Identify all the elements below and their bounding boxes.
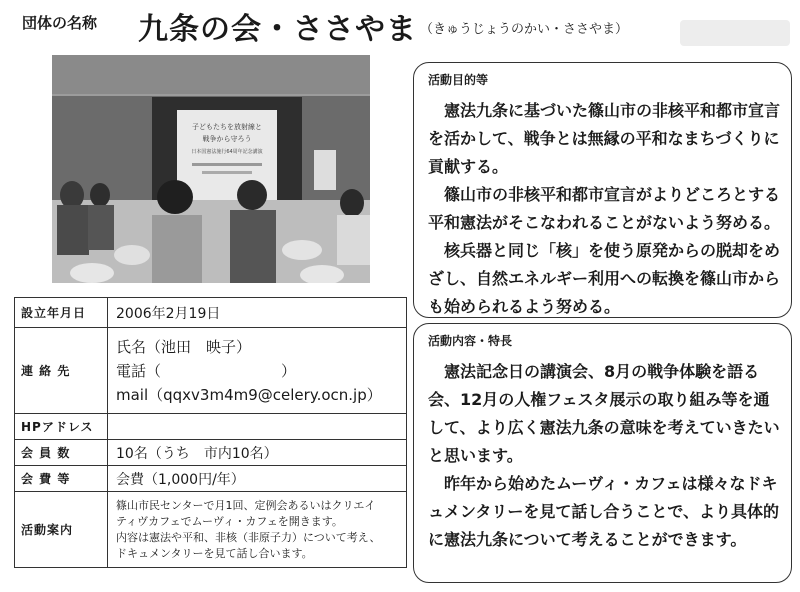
members-value: 10名（うち 市内10名） <box>108 440 407 466</box>
org-name-label: 団体の名称 <box>22 14 98 32</box>
activity-line: 篠山市民センターで月1回、定例会あるいはクリエイ <box>116 498 376 512</box>
content-body <box>428 358 781 554</box>
org-name: 九条の会・ささやま <box>138 12 417 47</box>
members-label: 会 員 数 <box>15 440 108 466</box>
hp-row <box>15 414 407 440</box>
activity-line: ドキュメンタリーを見て話し合います。 <box>116 546 313 560</box>
activity-line: 内容は憲法や平和、非核（非原子力）について考え、 <box>116 530 381 544</box>
content-paragraph: 憲法記念日の講演会、8月の戦争体験を語る会、12月の人権フェスタ展示の取り組み等を通して、より広く憲法九条の意味を考えていきたいと思います。 <box>428 362 780 465</box>
contact-label: 連 絡 先 <box>15 328 108 414</box>
founded-value: 2006年2月19日 <box>108 298 407 328</box>
contact-mail: mail（qqxv3m4m9@celery.ocn.jp） <box>116 385 382 404</box>
fee-row <box>15 466 407 492</box>
content-box <box>413 323 792 583</box>
purpose-paragraph: 憲法九条に基づいた篠山市の非核平和都市宣言を活かして、戦争とは無縁の平和なまちづくりに貢献する。 <box>428 101 781 176</box>
contact-row <box>15 328 407 414</box>
activity-line: ティヴカフェでムーヴィ・カフェを開きます。 <box>116 514 343 528</box>
members-row <box>15 440 407 466</box>
slide-line-3: 日本国憲法施行64周年記念講演 <box>191 149 263 155</box>
founded-row <box>15 298 407 328</box>
contact-name: 氏名（池田 映子） <box>116 337 252 356</box>
purpose-paragraph: 篠山市の非核平和都市宣言がよりどころとする平和憲法がそこなわれることがないよう努める。 <box>428 185 781 232</box>
slide-line-2: 戦争から守ろう <box>202 135 252 143</box>
event-photo-illustration <box>52 55 370 283</box>
hp-value <box>108 414 407 440</box>
purpose-box <box>413 62 792 318</box>
fee-value: 会費（1,000円/年） <box>108 466 407 492</box>
activity-cell <box>108 492 407 568</box>
org-name-reading: （きゅうじょうのかい・ささやま） <box>420 22 629 37</box>
activity-row <box>15 492 407 568</box>
activity-label: 活動案内 <box>15 492 108 568</box>
contact-phone: 電話（ ） <box>116 361 297 380</box>
contact-cell <box>108 328 407 414</box>
purpose-body <box>428 97 781 321</box>
slide-line-1: 子どもたちを放射線と <box>192 123 262 131</box>
content-paragraph: 昨年から始めたムーヴィ・カフェは様々なドキュメンタリーを見て話し合うことで、より具体的に憲法九条について考えることができます。 <box>428 474 780 549</box>
corner-tag <box>680 20 790 46</box>
hp-label: HPアドレス <box>15 414 108 440</box>
org-info-table <box>14 297 407 568</box>
content-title: 活動内容・特長 <box>428 334 513 348</box>
founded-label: 設立年月日 <box>15 298 108 328</box>
event-photo <box>52 55 370 283</box>
purpose-paragraph: 核兵器と同じ「核」を使う原発からの脱却をめざし、自然エネルギー利用への転換を篠山市からも始められるよう努める。 <box>428 241 781 316</box>
fee-label: 会 費 等 <box>15 466 108 492</box>
purpose-title: 活動目的等 <box>428 73 489 87</box>
